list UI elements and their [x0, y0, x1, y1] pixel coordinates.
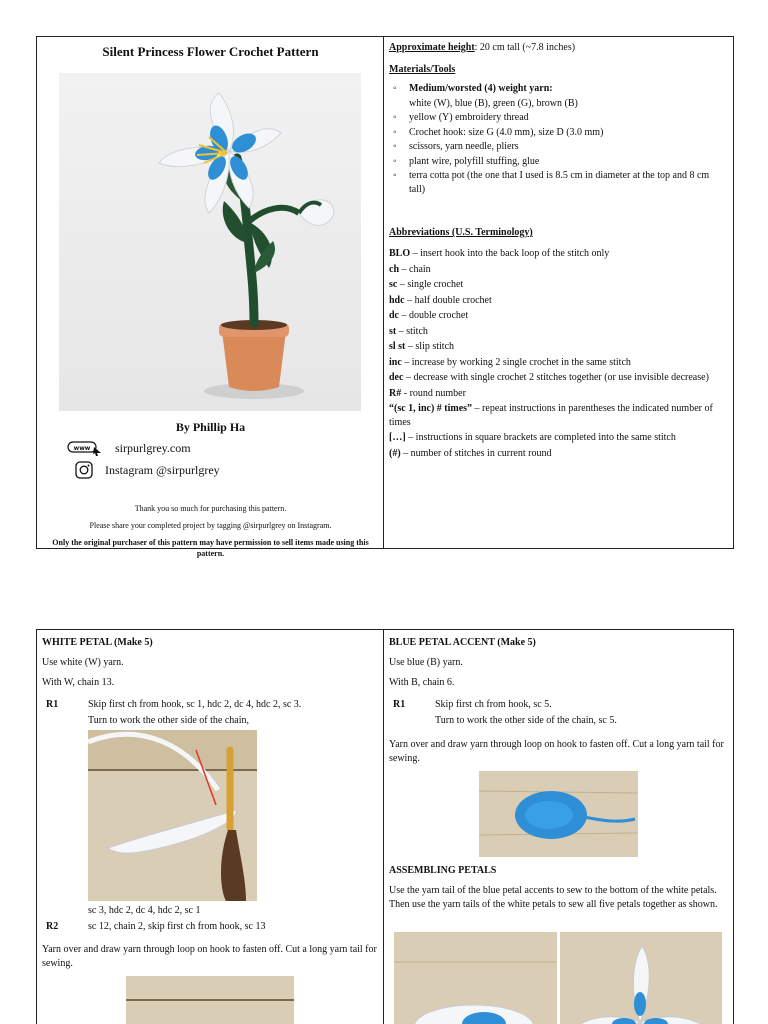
instagram-link[interactable]: Instagram @sirpurlgrey — [105, 462, 220, 477]
assembling-heading: ASSEMBLING PETALS — [389, 865, 497, 876]
blue-petal-cell — [384, 630, 733, 1024]
assembly-photo-2 — [560, 932, 722, 1024]
www-cursor-icon — [67, 440, 103, 456]
instagram-icon — [75, 461, 93, 479]
blue-r1-label: R1 — [393, 699, 406, 710]
www-badge-text: www — [73, 445, 91, 453]
blue-yarn-text: Use blue (B) yarn. — [389, 657, 463, 668]
abbreviations-heading: Abbreviations (U.S. Terminology) — [389, 227, 533, 238]
white-petal-cell — [37, 630, 384, 1024]
website-link[interactable]: sirpurlgrey.com — [115, 441, 191, 455]
white-r2-label: R2 — [46, 921, 59, 932]
flower-photo — [59, 73, 361, 411]
material-item: white (W), blue (B), green (G), brown (B) — [409, 97, 578, 109]
height-value: : 20 cm tall (~7.8 inches) — [474, 42, 576, 53]
instructions-table — [36, 629, 734, 1024]
materials-heading: Materials/Tools — [389, 64, 456, 75]
blue-chain-text: With B, chain 6. — [389, 677, 455, 688]
abbreviation-item: BLO – insert hook into the back loop of the stitch only — [389, 248, 610, 259]
blue-petal-photo — [479, 771, 638, 857]
abbreviation-item: st – stitch — [389, 325, 428, 337]
info-right-cell — [384, 37, 733, 548]
blue-fasten-text: Yarn over and draw yarn through loop on hook to fasten off. Cut a long yarn tail for sewing. — [389, 739, 724, 764]
abbreviations-list — [389, 247, 727, 462]
assembling-text: Use the yarn tail of the blue petal accents to sew to the bottom of the white petals. Then use the yarn tails of the white petals to sew all five petals together as shown. — [389, 885, 718, 910]
abbreviation-item: sl st – slip stitch — [389, 341, 455, 352]
white-petal-photo — [88, 730, 257, 901]
material-item: ◦ terra cotta pot (the one that I used is 8.5 cm in diameter at the top and 8 cm tall) — [389, 169, 727, 196]
white-r1-line1: Skip first ch from hook, sc 1, hdc 2, dc 4, hdc 2, sc 3. — [88, 699, 302, 710]
material-item: ◦ scissors, yarn needle, pliers — [389, 140, 727, 154]
approx-height — [389, 41, 727, 55]
material-item: ◦ Medium/worsted (4) weight yarn: — [389, 82, 727, 96]
white-r1-label: R1 — [46, 699, 59, 710]
abbreviation-item: (#) – number of stitches in current round — [389, 447, 552, 459]
abbreviation-item: “(sc 1, inc) # times” – repeat instructions in parentheses the indicated number of times — [389, 403, 713, 428]
white-petal-photo-2 — [126, 976, 294, 1024]
thanks-text: Thank you so much for purchasing this pattern. — [134, 504, 287, 513]
material-item: ◦ plant wire, polyfill stuffing, glue — [389, 155, 727, 169]
white-r1-line2: Turn to work the other side of the chain, — [88, 715, 249, 726]
material-item: ◦ Crochet hook: size G (4.0 mm), size D (3.0 mm) — [389, 126, 727, 140]
white-fasten-text: Yarn over and draw yarn through loop on hook to fasten off. Cut a long yarn tail for sewing. — [42, 944, 377, 969]
white-petal-heading: WHITE PETAL (Make 5) — [42, 637, 153, 648]
white-chain-text: With W, chain 13. — [42, 677, 115, 688]
cover-table — [36, 36, 734, 558]
abbreviation-item: […] – instructions in square brackets are completed into the same stitch — [389, 432, 676, 443]
white-r1-line3: sc 3, hdc 2, dc 4, hdc 2, sc 1 — [88, 905, 201, 916]
abbreviation-item: inc – increase by working 2 single crochet in the same stitch — [389, 356, 631, 368]
website-contact[interactable] — [67, 440, 191, 456]
abbreviation-item: sc – single crochet — [389, 279, 464, 290]
assembly-photo-1 — [394, 932, 557, 1024]
author-byline: By Phillip Ha — [175, 420, 246, 434]
abbreviation-item: R# - round number — [389, 387, 466, 399]
material-item: ◦ yellow (Y) embroidery thread — [389, 111, 727, 125]
cover-left-cell — [37, 37, 384, 558]
blue-petal-heading: BLUE PETAL ACCENT (Make 5) — [389, 637, 536, 648]
blue-r1-line1: Skip first ch from hook, sc 5. — [435, 699, 552, 710]
abbreviation-item: dec – decrease with single crochet 2 stitches together (or use invisible decrease) — [389, 372, 709, 383]
abbreviation-item: hdc – half double crochet — [389, 294, 492, 306]
white-r2-line: sc 12, chain 2, skip first ch from hook, sc 13 — [88, 921, 266, 932]
white-yarn-text: Use white (W) yarn. — [42, 657, 124, 668]
height-label: Approximate height — [389, 42, 475, 53]
license-note: Only the original purchaser of this pattern may have permission to sell items made using this pattern. — [52, 538, 369, 558]
abbreviation-item: dc – double crochet — [389, 310, 469, 321]
materials-list — [389, 82, 727, 197]
instagram-contact[interactable] — [75, 461, 220, 479]
blue-r1-line2: Turn to work the other side of the chain, sc 5. — [435, 715, 617, 726]
abbreviation-item: ch – chain — [389, 263, 431, 275]
share-text: Please share your completed project by tagging @sirpurlgrey on Instagram. — [89, 521, 332, 530]
pattern-title: Silent Princess Flower Crochet Pattern — [102, 44, 319, 59]
